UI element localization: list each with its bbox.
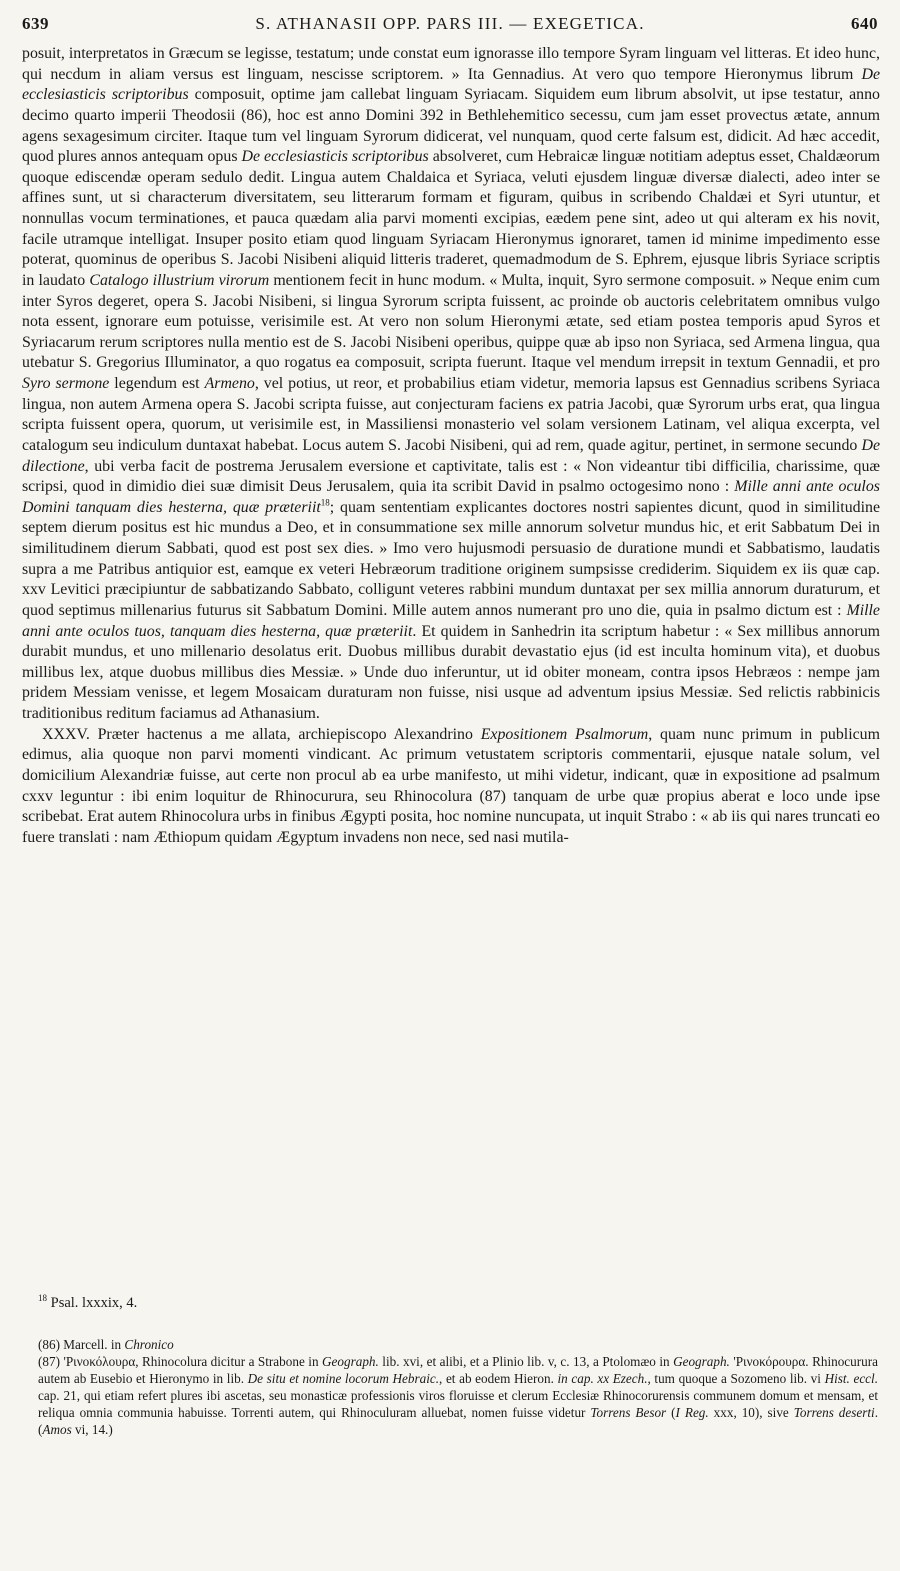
italic-run: Chronico — [124, 1337, 174, 1352]
italic-run: De situ et nomine locorum Hebraic. — [247, 1371, 440, 1386]
italic-run: Expositionem Psalmorum — [480, 725, 649, 743]
footnote-number: 18 — [38, 1293, 47, 1304]
italic-run: Mille anni ante oculos tuos, tanquam dies hesterna, quæ præteriit — [22, 601, 880, 640]
text-run: , quam nunc primum in publicum edimus, alia quoque non parvi momenti vindicant. Ac primum vetustatem scriptoris commentarii, ejusque natale solum, vel domicilium Alexandriæ fuisse, aut certe non procul ab ea urbe manifesto, ut mihi videtur, indicant, quæ in expositione ad psalmum cxxv leguntur : ibi enim loquitur de Rhinocurura, seu Rhinocolura (87) tanquam de urbe quæ propius aberat e loco unde ipse scribebat. Erat autem Rhinocolura urbs in finibus Ægypti posita, hoc nomine nuncupata, ut inquit Strabo : « ab iis qui nares truncati eo fuere translati : nam Æthiopum quidam Ægyptum invadens non nece, sed nasi mutila- — [22, 725, 880, 846]
text-run: ( — [666, 1405, 676, 1420]
main-text — [22, 44, 880, 848]
text-run: xxx, 10), sive — [708, 1405, 794, 1420]
text-run: ; quam sententiam explicantes doctores nostri sapientes dicunt, quod in similitudine septem dierum positus est hic mundus a Deo, et in consummatione sex mille annorum solvetur mundus hic, et erit Sabbatum Dei in similitudinem dierum Sabbati, quod est post sex dies. » Imo vero hujusmodi persuasio de duratione mundi et Sabbatismo, laudatis supra a me Patribus antiquior est, eamque ex veteri Hebræorum traditione originem sumpsisse crediderim. Siquidem ex iis quæ cap. xxv Levitici præcipiuntur de sabbatizando Sabbato, colligunt veteres rabbini mundum duntaxat per sex millia annorum duraturum, et quod septimus millenarius futurus sit Sabbatum Domini. Mille autem annos numerant pro uno die, quia in psalmo dictum est : — [22, 498, 881, 619]
endnotes — [38, 1336, 878, 1438]
italic-run: in cap. xx Ezech. — [557, 1371, 648, 1386]
running-title: S. ATHANASII OPP. PARS III. — EXEGETICA. — [255, 14, 645, 33]
text-run: mentionem fecit in hunc modum. « Multa, inquit, Syro sermone composuit. » Neque enim cum inter Syros degeret, opera S. Jacobi Nisibeni, si lingua Syrorum scripta fuissent, ac proinde ob auctoris celebritatem omnibus vulgo nota essent, ignorare eum potuisse, verisimile est. At vero non solum Hieronymi ætate, sed etiam postea temporis apud Syros et Syriacarum rerum scriptores nulla mentio est de S. Jacobi Nisibeni operibus, quippe quæ ab ipso non Syriaca, sed Armena lingua, qua utebatur S. Gregorius Illuminator, a quo rogatus ea composuit, scripta fuerunt. Itaque vel mendum irrepsit in textum Gennadii, et pro — [22, 271, 880, 372]
text-run: 'Ρινοκόρουρα. Rhinocurura autem ab Eusebio et Hieronymo in lib. — [38, 1354, 878, 1386]
text-run: (86) Marcell. in — [38, 1337, 125, 1352]
page-number-left: 639 — [22, 14, 49, 33]
text-run: posuit, interpretatos in Græcum se legisse, testatum; unde constat eum ignorasse illo tempore Syram linguam vel litteras. Et ideo hunc, qui necdum in aliam versus est linguam, nescisse scriptorem. » Ita Gennadius. At vero quo tempore Hieronymus librum — [22, 45, 880, 83]
footnote-ref: 18 — [320, 497, 330, 508]
paragraph — [22, 725, 880, 849]
text-run: absolveret, cum Hebraicæ linguæ notitiam adeptus esset, Chaldæorum quoque ediscendæ operam sedulo dedit. Lingua autem Chaldaica et Syriaca, veluti ejusdem linguæ diversæ dialecti, adeo inter se affines sunt, ut si characterum diversitatem, seu litterarum formam et figuram, quibus in scribendo Chaldæi et Syri utuntur, et nonnullas vocum terminationes, et pauca quædam alia parvi momenti excipias, eædem pene sint, adeo ut qui alteram ex his novit, facile utramque intelligat. Insuper posito etiam quod linguam Syriacam Hieronymus ignoraret, tamen id minime impedimento esse poterat, quominus de operibus S. Jacobi Nisibeni aliquid litteris traderet, quemadmodum de S. Ephrem, ejusque libris Syriace scriptis in laudato — [22, 148, 881, 289]
note — [38, 1336, 878, 1353]
text-run: , vel potius, ut reor, et probabilius etiam videtur, memoria lapsus est Gennadius scribens Syriaca lingua, non autem Armena opera S. Jacobi scripta fuisse, aut conjecturam faciens ex patria Jacobi, quæ Syrorum urbs erat, qua lingua scripta fuissent opera, quorum, ut verisimile est, in Massiliensi monasterio vel solam versionem Latinam, vel aliqua excerpta, vel catalogum seu indiculum duntaxat habebat. Locus autem S. Jacobi Nisibeni, qui ad rem, quade agitur, pertinet, in sermone secundo — [22, 375, 880, 454]
text-run: lib. xvi, et alibi, et a Plinio lib. v, c. 13, a Ptolomæo in — [378, 1354, 674, 1369]
italic-run: Mille anni ante oculos Domini tanquam dies hesterna, quæ præteriit — [22, 478, 880, 516]
text-run: composuit, optime jam callebat linguam Syriacam. Siquidem eum librum absolvit, ut ipse testatur, anno decimo quarto imperii Theodosii (86), hoc est anno Domini 392 in Bethlehemitico secessu, cum jam esset provectus ætate, annum agens sexagesimum circiter. Itaque tum vel linguam Syrorum didicerat, vel nunquam, quod certe falsum est, didicit. Ad hæc accedit, quod plures annos antequam opus — [22, 86, 881, 166]
italic-run: Torrens deserti — [793, 1405, 875, 1420]
italic-run: Armeno — [204, 375, 255, 392]
text-run: vi, 14.) — [71, 1422, 113, 1437]
italic-run: Geograph. — [673, 1354, 730, 1369]
text-run: legendum est — [109, 375, 205, 392]
footnote-18 — [38, 1295, 137, 1312]
note — [38, 1353, 878, 1438]
italic-run: Syro sermone — [22, 375, 110, 392]
text-run: . ( — [38, 1405, 878, 1437]
text-run: (87) 'Ρινοκόλουρα, Rhinocolura dicitur a Strabone in — [38, 1354, 323, 1369]
text-run: cap. 21, qui etiam refert plures ibi ascetas, seu monasticæ professionis viros floruisse et clerum Ecclesiæ Rhinocorurensis communem domum et mensam, et reliqua omnia communia habuisse. Torrenti autem, qui Rhinoculuram alluebat, nomen fuisse videtur — [38, 1388, 878, 1420]
italic-run: Torrens Besor — [590, 1405, 667, 1420]
text-run: , ubi verba facit de postrema Jerusalem eversione et captivitate, talis est : « Non videantur tibi difficilia, charissime, quæ scripsi, quod in dimidio diei suæ dimisit Deus Jerusalem, quia ita scribit David in psalmo octogesimo nono : — [22, 457, 880, 496]
italic-run: De ecclesiasticis scriptoribus — [241, 148, 429, 166]
text-run: XXXV. Præter hactenus a me allata, archiepiscopo Alexandrino — [42, 725, 481, 743]
page-number-right: 640 — [850, 14, 878, 33]
italic-run: Catalogo illustrium virorum — [89, 271, 270, 289]
italic-run: Hist. eccl. — [824, 1371, 878, 1386]
italic-run: I Reg. — [675, 1405, 709, 1420]
running-header — [22, 14, 878, 40]
italic-run: Geograph. — [322, 1354, 379, 1369]
italic-run: De ecclesiasticis scriptoribus — [22, 65, 880, 104]
text-run: . Et quidem in Sanhedrin ita scriptum habetur : « Sex millibus annorum durabit mundus, et uno millenario desolatus erit. Duobus millibus durabit devastatio ejus (id est inculta hominum vita), et duobus millibus lex, atque duobus millibus dies Messiæ. » Unde duo inferuntur, ut id obiter moneam, contra ipsos Hebræos : nempe jam pridem Messiam venisse, et legem Mosaicam duraturam non fuisse, nisi usque ad adventum ipsius Messiæ. Sed relictis rabbinicis traditionibus reditum faciamus ad Athanasium. — [22, 622, 881, 722]
paragraph — [22, 44, 880, 725]
text-run: , tum quoque a Sozomeno lib. vi — [647, 1371, 825, 1386]
italic-run: Amos — [42, 1422, 72, 1437]
italic-run: De dilectione — [22, 436, 880, 475]
footnote-text: Psal. lxxxix, 4. — [47, 1295, 138, 1311]
text-run: , et ab eodem Hieron. — [439, 1371, 558, 1386]
